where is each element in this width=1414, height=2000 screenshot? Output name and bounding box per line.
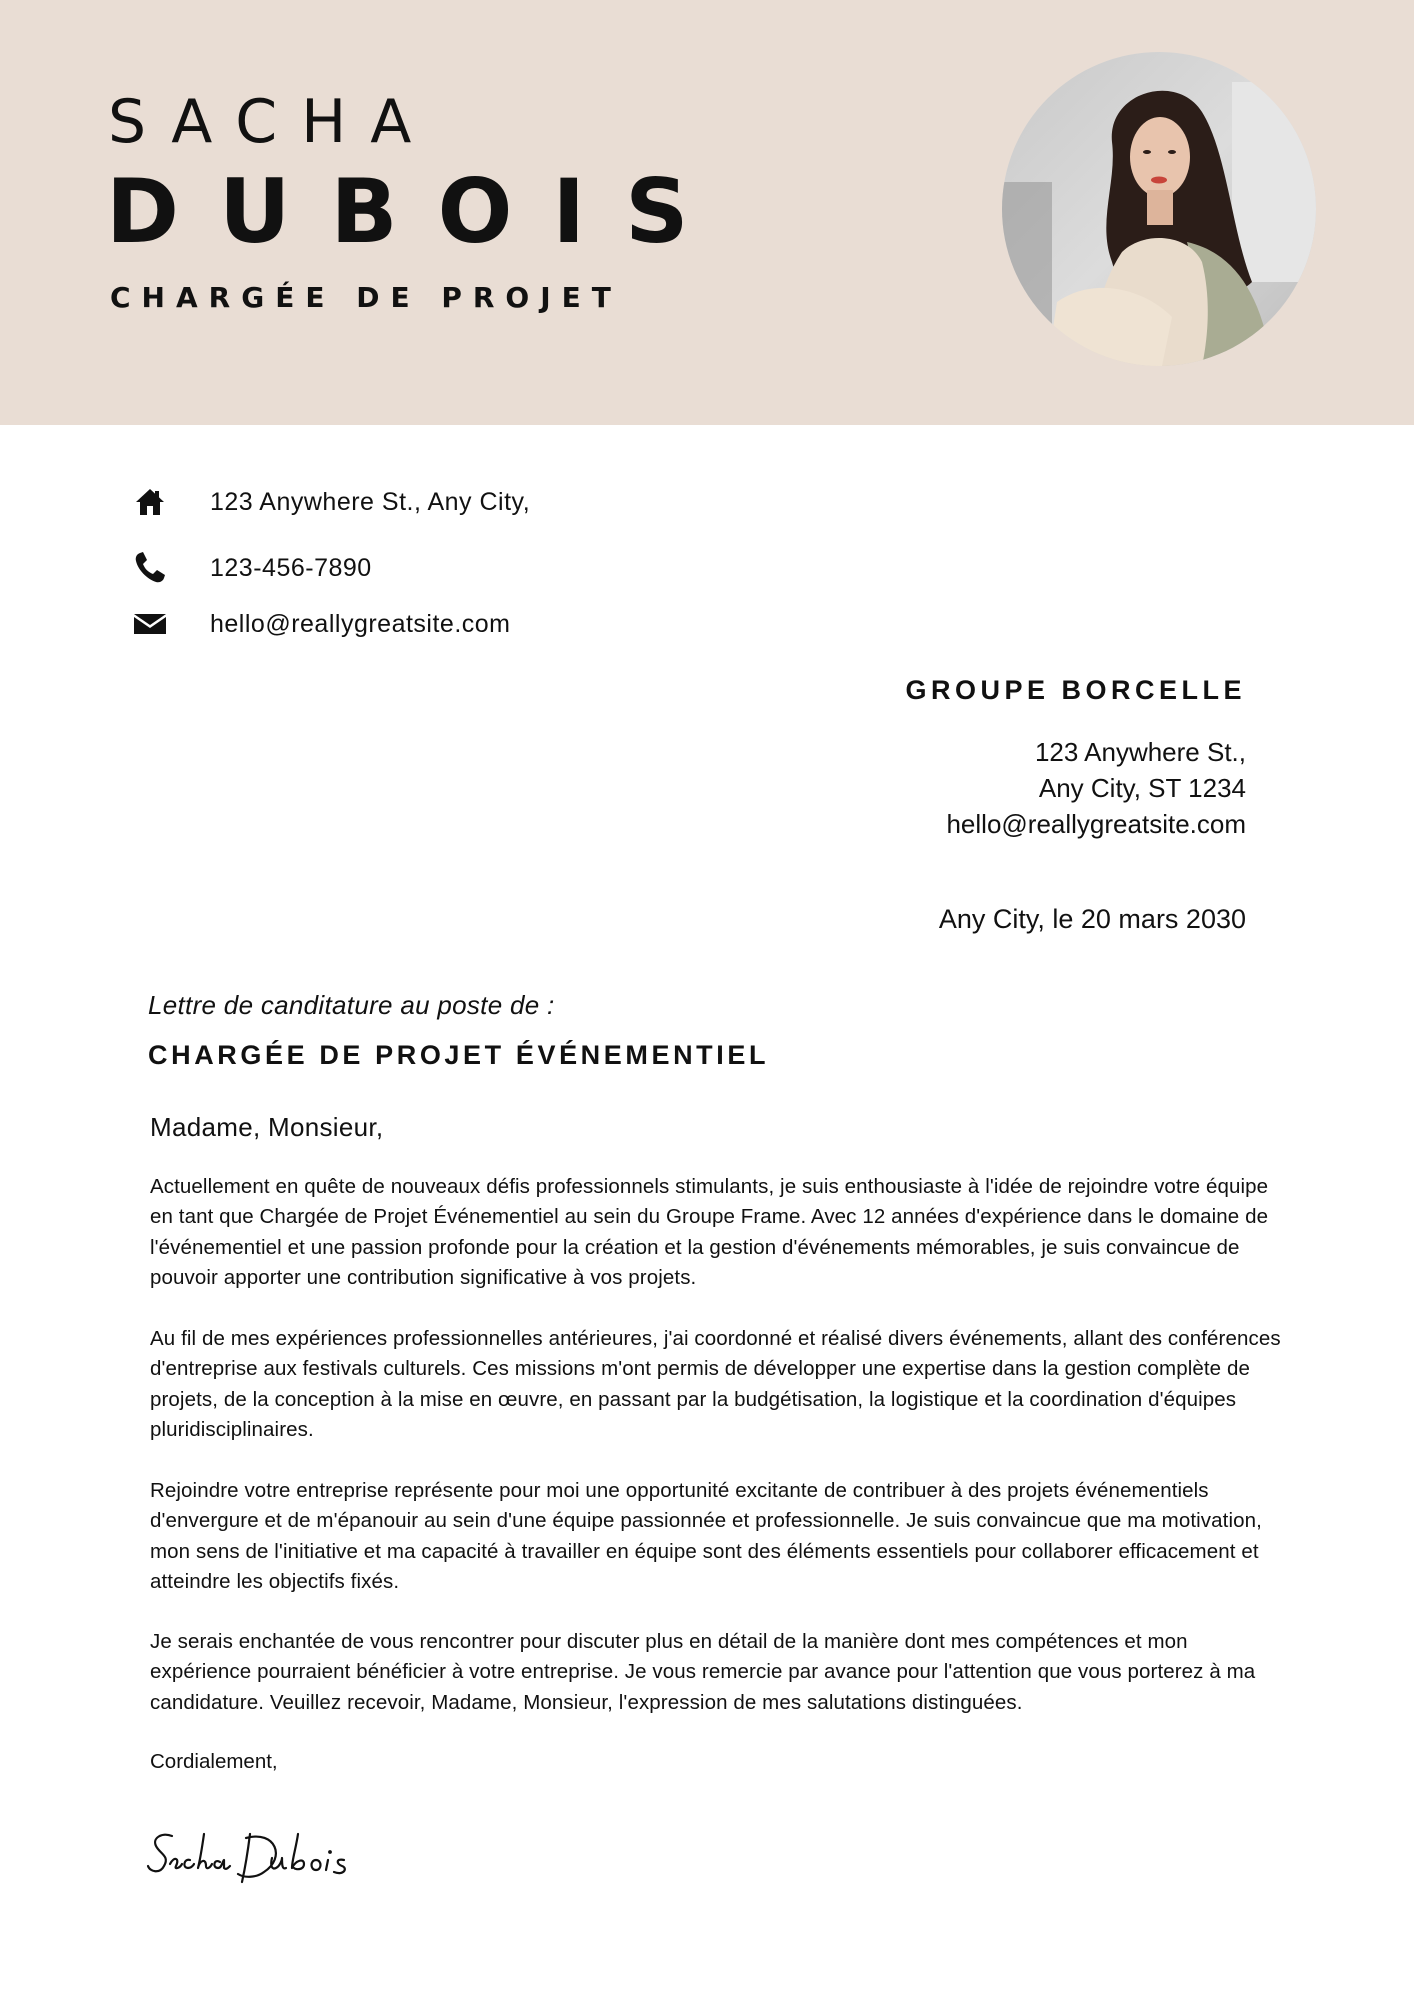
recipient-company: GROUPE BORCELLE [905,675,1246,705]
address-text: 123 Anywhere St., Any City, [210,487,531,516]
subject-title: CHARGÉE DE PROJET ÉVÉNEMENTIEL [148,1040,770,1070]
home-icon [132,484,168,520]
phone-text: 123-456-7890 [210,553,372,582]
paragraph-1: Actuellement en quête de nouveaux défis professionnels stimulants, je suis enthousiaste à l'idée de rejoindre votre équipe en tant que Chargée de Projet Événementiel au sein du Groupe Frame. Avec 12 années d'expérience dans le domaine de l'événementiel et une passion profonde pour la création et la gestion d'événements mémorables, je suis convaincue de pouvoir apporter une contribution significative à vos projets. [150,1175,1269,1289]
contact-email [132,606,511,642]
paragraph-2: Au fil de mes expériences professionnelles antérieures, j'ai coordonné et réalisé divers événements, allant des conférences d'entreprise aux festivals culturels. Ces missions m'ont permis de développer une expertise dans la gestion complète de projets, de la conception à la mise en œuvre, en passant par la budgétisation, la logistique et la coordination d'équipes pluridisciplinaires. [150,1327,1281,1441]
salutation: Madame, Monsieur, [150,1112,384,1142]
contact-phone [132,550,372,586]
recipient-address-line2: Any City, ST 1234 [1038,773,1246,803]
recipient-email: hello@reallygreatsite.com [946,809,1246,839]
mail-icon [132,606,168,642]
closing: Cordialement, [150,1750,278,1773]
paragraph-3: Rejoindre votre entreprise représente pour moi une opportunité excitante de contribuer à des projets événementiels d'envergure et de m'épanouir au sein d'une équipe passionnée et professionnelle. Je suis convaincue que ma motivation, mon sens de l'initiative et ma capacité à travailler en équipe sont des éléments essentiels pour collaborer efficacement et atteindre les objectifs fixés. [150,1479,1262,1593]
last-name: DUBOIS [106,160,729,263]
email-text: hello@reallygreatsite.com [210,609,511,638]
paragraph-4: Je serais enchantée de vous rencontrer pour discuter plus en détail de la manière dont mes compétences et mon expérience pourraient bénéficier à votre entreprise. Je vous remercie par avance pour l'attention que vous porterez à ma candidature. Veuillez recevoir, Madame, Monsieur, l'expression de mes salutations distinguées. [150,1630,1256,1714]
letter-date: Any City, le 20 mars 2030 [938,904,1246,934]
job-title: CHARGÉE DE PROJET [110,281,622,314]
subject-intro: Lettre de canditature au poste de : [148,990,555,1020]
profile-photo [1002,52,1316,366]
signature [146,1828,356,1895]
contact-address [132,484,531,520]
recipient-address [946,734,1246,842]
first-name: SACHA [108,87,436,157]
phone-icon [132,550,168,586]
recipient-address-line1: 123 Anywhere St., [1034,737,1246,767]
